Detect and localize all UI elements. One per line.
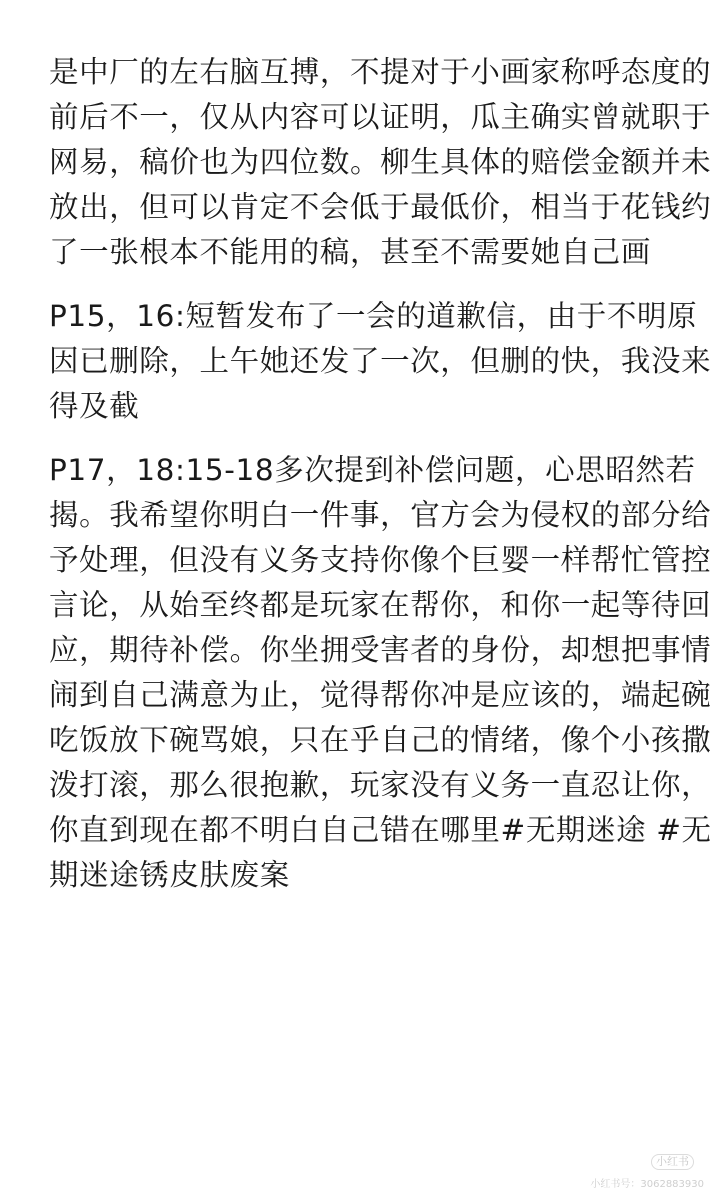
text-line: 网易，稿价也为四位数。柳生具体的赔偿金额并未 <box>49 145 712 179</box>
text-line: P17，18:15-18多次提到补偿问题，心思昭然若 <box>49 453 696 487</box>
text-line: 期迷途锈皮肤废案 <box>49 858 290 892</box>
text-line: 应，期待补偿。你坐拥受害者的身份，却想把事情 <box>49 633 712 667</box>
text-line: 放出，但可以肯定不会低于最低价，相当于花钱约 <box>49 190 712 224</box>
text-line: 了一张根本不能用的稿，甚至不需要她自己画 <box>49 235 652 269</box>
text-line: 言论，从始至终都是玩家在帮你，和你一起等待回 <box>49 588 712 622</box>
text-line: 前后不一，仅从内容可以证明，瓜主确实曾就职于 <box>49 100 712 134</box>
watermark-logo: 小红书 <box>651 1154 694 1170</box>
watermark-text: 小红书号：3062883930 <box>590 1179 704 1190</box>
text-line: 闹到自己满意为止，觉得帮你冲是应该的，端起碗 <box>49 678 712 712</box>
text-line: 你直到现在都不明白自己错在哪里#无期迷途 #无 <box>49 813 712 847</box>
paragraph-2 <box>49 294 712 429</box>
text-line: 吃饭放下碗骂娘，只在乎自己的情绪，像个小孩撒 <box>49 723 712 757</box>
text-line: 是中厂的左右脑互搏，不提对于小画家称呼态度的 <box>49 55 712 89</box>
text-line: 揭。我希望你明白一件事，官方会为侵权的部分给 <box>49 498 712 532</box>
text-line: 因已删除，上午她还发了一次，但删的快，我没来 <box>49 344 712 378</box>
text-line: P15，16:短暂发布了一会的道歉信，由于不明原 <box>49 299 698 333</box>
text-line: 予处理，但没有义务支持你像个巨婴一样帮忙管控 <box>49 543 712 577</box>
paragraph-3 <box>49 448 712 898</box>
document-body <box>49 50 712 917</box>
text-line: 泼打滚，那么很抱歉，玩家没有义务一直忍让你， <box>49 768 712 802</box>
watermark <box>544 1154 704 1190</box>
paragraph-1 <box>49 50 712 275</box>
text-line: 得及截 <box>49 389 140 423</box>
